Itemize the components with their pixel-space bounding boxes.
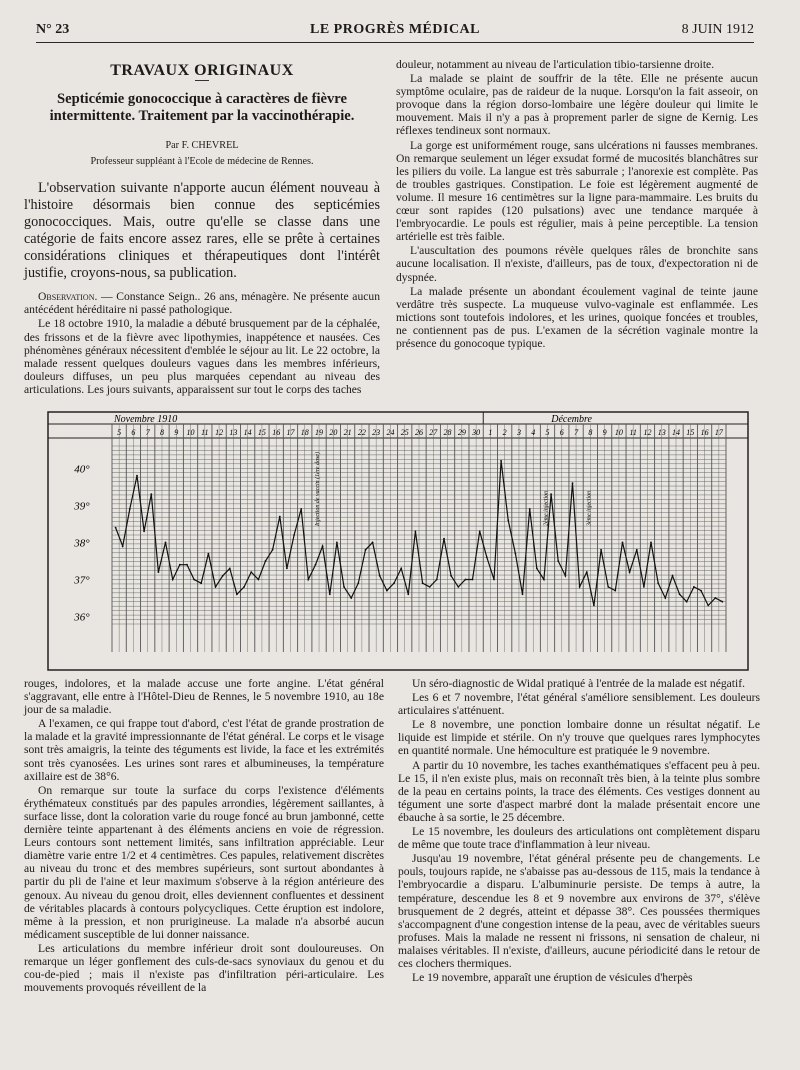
paragraph: A partir du 10 novembre, les taches exanthématiques s'effacent peu à peu. Le 15, il n'en existe plus, mais on reconnaît très bien, à la teinte plus sombre de la peau en certains points, la trace des éléments. Ces vestiges donnent au tégument une sorte d'aspect marbré dont la malade présentait encore une ébauche à sa sortie, le 25 décembre.: [398, 758, 760, 824]
day-tick-label: 17: [286, 428, 295, 437]
day-tick-label: 17: [714, 428, 723, 437]
temperature-point: [393, 582, 395, 584]
temperature-point: [222, 575, 224, 577]
day-tick-label: 26: [415, 428, 423, 437]
day-tick-label: 7: [145, 428, 150, 437]
temperature-point: [279, 516, 281, 518]
temperature-point: [129, 508, 131, 510]
day-tick-label: 15: [686, 428, 695, 437]
temperature-point: [293, 534, 295, 536]
section-divider: [195, 80, 209, 81]
paragraph: La gorge est uniformément rouge, sans ulcérations ni fausses membranes. On remarque seulement un léger exsudat formé de mucosités blanchâtres sur les piliers du voile. La langue est très saburrale ; l'anorexie est complète. Pas de troubles gastriques. Constipation. Le foie est légèrement augmenté de volume. Il mesure 16 centimètres sur la ligne para-mammaire. Les bruits du cœur sont rapides (120 pulsations) avec une tendance marquée à l'embryocardie. Le pouls est régulier, mais à peine perceptible. La tension artérielle est très faible.: [396, 138, 758, 244]
temperature-point: [593, 605, 595, 607]
temperature-point: [579, 586, 581, 588]
day-tick-label: 20: [329, 428, 338, 437]
month-label-december: Décembre: [551, 414, 592, 425]
temperature-point: [215, 586, 217, 588]
temperature-point: [515, 553, 517, 555]
temperature-point: [636, 549, 638, 551]
temperature-point: [172, 579, 174, 581]
temperature-point: [472, 579, 474, 581]
day-tick-label: 13: [229, 428, 238, 437]
day-tick-label: 22: [357, 428, 366, 437]
paragraph: On remarque sur toute la surface du corps l'existence d'éléments érythémateux constitués par des papules arrondies, légèrement saillantes, à surface lisse, dont la coloration varie du rouge foncé au brun jambonné, cette dernière teinte appartenant à des éléments anciens en voie de régression. Leurs contours sont nettement limités, sans infiltration appréciable. Leur diamètre varie entre 1/2 et 4 centimètres. Ces papules, relativement discrètes au niveau du tronc et des membres supérieurs, sont surtout abondantes à partir du pli de l'aine et leur maximum s'observe à la région antérieure des genoux. Au niveau du genou droit, elles deviennent confluentes et dessinent de véritables placards à contours polycycliques. Cette éruption est indolore, même à la pression, et non prurigineuse. La malade n'a absorbé aucun médicament susceptible de lui donner naissance.: [24, 783, 384, 941]
day-tick-label: 8: [588, 428, 593, 437]
temperature-point: [700, 590, 702, 592]
temperature-point: [714, 597, 716, 599]
issue-date: 8 JUIN 1912: [681, 22, 754, 37]
temperature-point: [179, 564, 181, 566]
day-tick-label: 27: [429, 428, 438, 437]
day-tick-label: 21: [343, 428, 352, 437]
temperature-point: [272, 549, 274, 551]
day-tick-label: 29: [457, 428, 466, 437]
temperature-point: [300, 508, 302, 510]
temperature-point: [150, 493, 152, 495]
temperature-point: [614, 590, 616, 592]
temperature-point: [436, 579, 438, 581]
day-tick-label: 8: [159, 428, 164, 437]
temperature-point: [258, 579, 260, 581]
vaccine-annotation: Injection de vaccin (1ère dose): [315, 451, 322, 526]
temperature-point: [158, 571, 160, 573]
temperature-point: [208, 553, 210, 555]
temperature-point: [186, 564, 188, 566]
day-tick-label: 12: [643, 428, 652, 437]
temperature-point: [429, 586, 431, 588]
temperature-point: [443, 538, 445, 540]
left-column-top: [24, 58, 380, 397]
day-tick-label: 16: [700, 428, 709, 437]
temperature-point: [357, 582, 359, 584]
temperature-point: [664, 597, 666, 599]
temperature-point: [607, 586, 609, 588]
page-header: [36, 22, 754, 43]
day-tick-label: 7: [574, 428, 579, 437]
temperature-point: [329, 593, 331, 595]
temperature-point: [457, 586, 459, 588]
day-tick-label: 23: [372, 428, 381, 437]
temperature-point: [336, 542, 338, 544]
y-tick-label: 36°: [74, 611, 90, 624]
temperature-point: [350, 597, 352, 599]
temperature-point: [115, 527, 117, 529]
y-tick-label: 37°: [74, 574, 90, 587]
paragraph: Le 19 novembre, apparaît une éruption de vésicules d'herpès: [412, 971, 693, 985]
temperature-point: [507, 519, 509, 521]
y-tick-label: 38°: [74, 537, 90, 550]
temperature-point: [650, 542, 652, 544]
temperature-point: [679, 593, 681, 595]
temperature-point: [315, 564, 317, 566]
temperature-point: [529, 508, 531, 510]
intro-paragraph: L'observation suivante n'apporte aucun élément nouveau à l'histoire désormais bien connue des septicémies gonococciques. Mais, outre qu'elle se classe dans une catégorie de faits encore assez rares, elle se prête à certaines considérations cliniques et thérapeutiques dont l'intérêt justifie, croyons-nous, sa publication.: [24, 180, 380, 282]
y-tick-label: 39°: [74, 500, 90, 513]
author-byline: Par F. CHEVREL: [165, 140, 239, 152]
paragraph: rouges, indolores, et la malade accuse une forte angine. L'état général s'aggravant, elle entre à l'Hôtel-Dieu de Rennes, le 5 novembre 1910, au 18e jour de sa maladie.: [24, 677, 384, 717]
day-tick-label: 16: [272, 428, 281, 437]
issue-number: N° 23: [36, 22, 70, 37]
y-tick-label: 40°: [74, 463, 90, 476]
temperature-point: [500, 460, 502, 462]
day-tick-label: 30: [472, 428, 481, 437]
temperature-point: [322, 545, 324, 547]
vaccine-annotation: 2ème injection: [543, 490, 550, 526]
day-tick-label: 3: [516, 428, 521, 437]
vaccine-annotation: 3ème injection: [586, 490, 593, 526]
temperature-point: [557, 560, 559, 562]
temperature-point: [200, 582, 202, 584]
day-tick-label: 9: [602, 428, 607, 437]
day-tick-label: 24: [386, 428, 395, 437]
temperature-point: [629, 571, 631, 573]
journal-title: LE PROGRÈS MÉDICAL: [309, 22, 481, 37]
temperature-point: [165, 542, 167, 544]
paragraph: douleur, notamment au niveau de l'articulation tibio-tarsienne droite.: [396, 58, 715, 71]
day-tick-label: 15: [257, 428, 266, 437]
temperature-point: [379, 575, 381, 577]
day-tick-label: 14: [672, 428, 681, 437]
temperature-point: [365, 549, 367, 551]
day-tick-label: 9: [174, 428, 179, 437]
temperature-point: [400, 568, 402, 570]
day-tick-label: 1: [488, 428, 493, 437]
temperature-point: [307, 579, 309, 581]
temperature-point: [243, 586, 245, 588]
day-tick-label: 6: [559, 428, 564, 437]
temperature-point: [422, 582, 424, 584]
temperature-point: [407, 593, 409, 595]
temperature-chart: [44, 410, 754, 672]
paragraph: Les 6 et 7 novembre, l'état général s'améliore sensiblement. Les douleurs articulaires s'atténuent.: [398, 691, 760, 718]
temperature-point: [465, 579, 467, 581]
temperature-point: [450, 575, 452, 577]
month-label-november: Novembre 1910: [114, 414, 178, 425]
temperature-point: [600, 549, 602, 551]
paragraph: Le 8 novembre, une ponction lombaire donne un résultat négatif. Le liquide est limpide et stérile. On n'y trouve que quelques rares lymphocytes en quantité normale. Une hémoculture est pratiquée le 9 novembre.: [398, 718, 760, 758]
day-tick-label: 5: [117, 428, 122, 437]
temperature-point: [250, 571, 252, 573]
paragraph: Jusqu'au 19 novembre, l'état général présente peu de changements. Le pouls, toujours rapide, ne s'abaisse pas au-dessous de 115, mais la tendance à l'embryocardie a disparu. L'albuminurie persiste. De temps à autre, la température, descendue les 8 et 9 novembre aux environs de 37°, s'élève brusquement de 2 degrés, atteint et dépasse 38°. Ces poussées thermiques s'accompagnent d'une congestion intense de la peau, avec de véritables sueurs profuses. Mais la malade ne ressent ni frissons, ni sensation de chaleur, ni malaises véritables. Il n'existe, d'ailleurs, aucune périodicité dans le retour de ces clochers thermiques.: [398, 852, 760, 970]
day-tick-label: 10: [614, 428, 623, 437]
day-tick-label: 13: [657, 428, 666, 437]
temperature-point: [543, 579, 545, 581]
temperature-point: [693, 586, 695, 588]
temperature-point: [136, 475, 138, 477]
temperature-point: [343, 586, 345, 588]
day-tick-label: 11: [201, 428, 209, 437]
temperature-point: [479, 530, 481, 532]
temperature-point: [229, 568, 231, 570]
day-tick-label: 14: [243, 428, 252, 437]
day-tick-label: 2: [502, 428, 507, 437]
temperature-point: [265, 560, 267, 562]
temperature-point: [686, 601, 688, 603]
day-tick-label: 18: [300, 428, 309, 437]
article-title: Septicémie gonococcique à caractères de fièvre intermittente. Traitement par la vaccinothérapie.: [49, 91, 355, 125]
temperature-point: [236, 593, 238, 595]
temperature-point: [143, 530, 145, 532]
temperature-point: [657, 582, 659, 584]
day-tick-label: 28: [443, 428, 452, 437]
day-tick-label: 4: [531, 428, 536, 437]
temperature-point: [722, 601, 724, 603]
temperature-point: [536, 568, 538, 570]
temperature-point: [486, 556, 488, 558]
day-tick-label: 19: [315, 428, 324, 437]
temperature-point: [672, 575, 674, 577]
observation-paragraph: [24, 290, 380, 316]
left-column-bottom: [24, 677, 384, 995]
paragraph: La malade se plaint de souffrir de la tête. Elle ne présente aucun symptôme oculaire, pas de raideur de la nuque. Lorsqu'on la fait asseoir, on provoque dans la région dorso-lombaire une légère douleur qui limite le mouvement. Mais il n'y a pas à proprement parler de signe de Kernig. Les réflexes tendineux sont normaux.: [396, 72, 758, 138]
paragraph: Le 15 novembre, les douleurs des articulations ont complètement disparu de même que toute trace d'inflammation à leur niveau.: [398, 825, 760, 852]
right-column-bottom: [398, 677, 760, 985]
temperature-point: [707, 605, 709, 607]
temperature-point: [386, 590, 388, 592]
temperature-point: [622, 542, 624, 544]
temperature-point: [415, 530, 417, 532]
temperature-point: [550, 493, 552, 495]
temperature-point: [286, 568, 288, 570]
paragraph: Les articulations du membre inférieur droit sont douloureuses. On remarque un léger gonflement des culs-de-sacs synoviaux du genou et du cou-de-pied ; mais il n'existe pas d'infiltration péri-articulaire. Les mouvements provoqués réveillent de la: [24, 941, 384, 995]
temperature-point: [643, 586, 645, 588]
observation-label: Observation.: [38, 290, 98, 304]
observation-text: — Constance Seign.. 26 ans, ménagère. Ne présente aucun antécédent héréditaire ni passé pathologique.: [24, 290, 380, 317]
left-paragraphs: [24, 317, 380, 396]
day-tick-label: 10: [186, 428, 195, 437]
temperature-point: [572, 482, 574, 484]
temperature-point: [122, 545, 124, 547]
paragraph: La malade présente un abondant écoulement vaginal de teinte jaune verdâtre très suspecte. La muqueuse vulvo-vaginale est enflammée. Les mictions sont toutefois indolores, et les urines, quoique foncées et troubles, ne contiennent pas de pus. L'examen de la sécrétion vaginale montre la présence du gonocoque typique.: [396, 284, 758, 350]
paragraph: Un séro-diagnostic de Widal pratiqué à l'entrée de la malade est négatif.: [412, 677, 745, 690]
section-title: TRAVAUX ORIGINAUX: [110, 62, 294, 79]
author-affiliation: Professeur suppléant à l'Ecole de médecine de Rennes.: [90, 156, 314, 168]
temperature-point: [586, 571, 588, 573]
day-tick-label: 5: [545, 428, 550, 437]
day-tick-label: 12: [215, 428, 224, 437]
temperature-point: [193, 579, 195, 581]
temperature-point: [493, 579, 495, 581]
temperature-point: [372, 542, 374, 544]
paragraph: A l'examen, ce qui frappe tout d'abord, c'est l'état de grande prostration de la malade et la gravité impressionnante de l'état général. Le corps et le visage sont très amaigris, la teinte des téguments est livide, la face et les extrémités sont très cyanosées. Les urines sont rares et albumineuses, la température axillaire est de 38°6.: [24, 717, 384, 783]
day-tick-label: 11: [629, 428, 637, 437]
temperature-point: [565, 575, 567, 577]
day-tick-label: 6: [131, 428, 136, 437]
paragraph: L'auscultation des poumons révèle quelques râles de bronchite sans aucune localisation. Il n'existe, d'ailleurs, pas de toux, d'expectoration ni de dyspnée.: [396, 244, 758, 284]
temperature-point: [522, 593, 524, 595]
right-column-top: [396, 58, 758, 351]
day-tick-label: 25: [400, 428, 409, 437]
paragraph: Le 18 octobre 1910, la maladie a débuté brusquement par de la céphalée, des frissons et de la fièvre avec lipothymies, inappétence et nausées. Ces phénomènes généraux nécessitent d'emblée le séjour au lit. Le 22 octobre, la malade ressent quelques douleurs vagues dans les membres inférieurs, douleurs diffuses, un peu plus marquées cependant au niveau des articulations. Les jours suivants, apparaissent sur tout le corps des taches: [24, 317, 380, 396]
